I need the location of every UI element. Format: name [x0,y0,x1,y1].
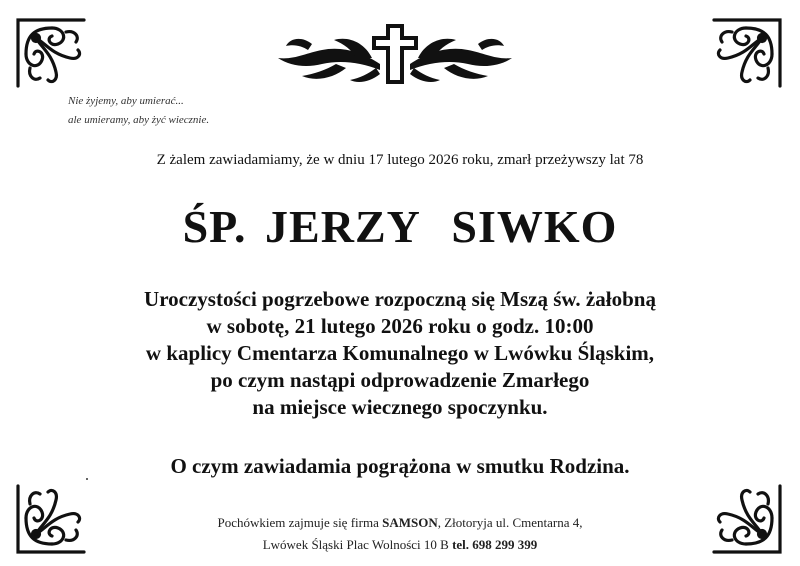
footer-intro: Pochówkiem zajmuje się firma [217,515,379,530]
ceremony-line: w sobotę, 21 lutego 2026 roku o godz. 10:00 [206,314,594,338]
death-announcement: Z żalem zawiadamiamy, że w dniu 17 lutego 2026 roku, zmarł przeżywszy lat 78 [156,152,644,168]
first-name: JERZY [265,201,421,252]
ceremony-line: Uroczystości pogrzebowe rozpoczną się Mszą św. żałobną [144,287,656,311]
corner-ornament-top-left-icon [12,14,90,92]
floral-flourish-left-icon [278,39,380,82]
footer-line-2 [0,534,800,556]
print-speck [86,478,88,480]
phone-label: tel. [452,537,470,552]
cross-with-flourish-ornament [272,22,518,88]
name-prefix: ŚP. [182,201,247,252]
ceremony-line: w kaplicy Cmentarza Komunalnego w Lwówku Śląskim, [145,341,655,365]
ceremony-line: po czym nastąpi odprowadzenie Zmarłego [210,368,590,392]
footer-line-1 [0,512,800,534]
footer-address-1: , Złotoryja ul. Cmentarna 4, [437,515,583,530]
footer-address-2: Lwówek Śląski Plac Wolności 10 B [262,537,449,552]
motto-line-2: ale umieramy, aby żyć wiecznie. [68,114,210,126]
funeral-home-footer [0,512,800,556]
ceremony-line: na miejsce wiecznego spoczynku. [252,395,548,419]
family-closing-line: O czym zawiadamia pogrążona w smutku Rodzina. [170,454,630,478]
corner-ornament-top-right-icon [708,14,786,92]
motto-line-1: Nie żyjemy, aby umierać... [68,95,184,107]
company-name: SAMSON [382,515,438,530]
phone-number: 698 299 399 [472,537,538,552]
deceased-name [0,200,800,253]
cross-icon [372,24,418,84]
last-name: SIWKO [451,201,618,252]
motto [68,92,209,130]
ceremony-details [0,286,800,421]
floral-flourish-right-icon [410,39,512,82]
